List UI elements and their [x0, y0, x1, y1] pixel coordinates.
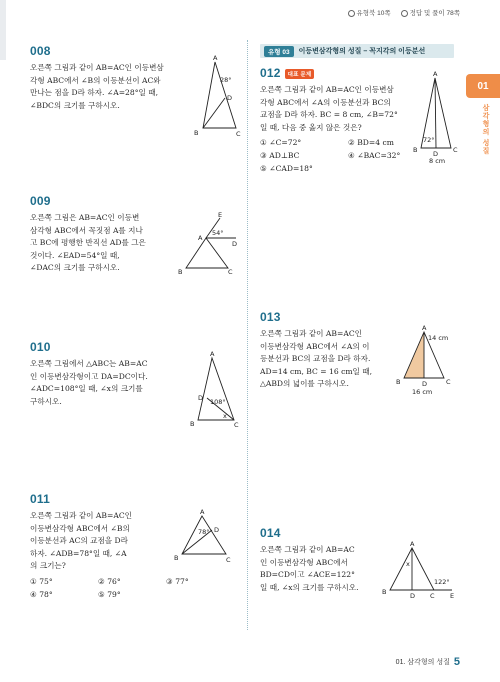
svg-text:A: A — [213, 54, 218, 62]
svg-text:B: B — [382, 588, 387, 596]
type-title: 이등변삼각형의 성질 – 꼭지각의 이등분선 — [298, 48, 426, 55]
svg-text:C: C — [446, 378, 451, 386]
svg-text:D: D — [227, 94, 233, 102]
svg-text:B: B — [174, 554, 179, 562]
choice-3[interactable]: ③ AD⊥BC — [260, 151, 300, 160]
problem-text: 오른쪽 그림과 같이 AB=AC인 이등변삼각형 ABC에서 ∠A의 이 등분선과 BC의 교점을 D라 하자. AD=14 cm, BC = 16 cm일 때, △ABD의 넓이를 구하시오. — [260, 329, 373, 388]
svg-text:B: B — [178, 268, 183, 276]
svg-text:122°: 122° — [434, 578, 450, 586]
problem-text: 오른쪽 그림에서 △ABC는 AB=AC 인 이등변삼각형이고 DA=DC이다. ∠ADC=108°일 때, ∠x의 크기를 구하시오. — [30, 359, 148, 406]
svg-text:E: E — [218, 211, 223, 219]
figure-010 — [190, 350, 245, 429]
choice-5[interactable]: ⑤ 79° — [98, 589, 121, 599]
answer-choices — [30, 575, 245, 601]
pencil-icon — [401, 10, 408, 17]
svg-text:B: B — [413, 146, 418, 154]
type-heading — [260, 44, 454, 58]
problem-text: 오른쪽 그림과 같이 AB=AC인 이등변삼 각형 ABC에서 ∠B의 이등분선이 AC와 만나는 점을 D라 하자. ∠A=28°일 때, ∠BDC의 크기를 구하시오. — [30, 63, 164, 110]
svg-text:54°: 54° — [212, 229, 224, 237]
svg-text:A: A — [210, 350, 215, 358]
choice-2[interactable]: ② BD=4 cm — [348, 138, 394, 147]
problem-number: 014 — [260, 526, 281, 540]
chapter-tab[interactable]: 01 — [466, 74, 500, 98]
problem-text: 오른쪽 그림과 같이 AB=AC 인 이등변삼각형 ABC에서 BD=CD이고 ∠ACE=122° 일 때, ∠x의 크기를 구하시오. — [260, 545, 359, 592]
svg-text:28°: 28° — [220, 76, 232, 84]
choice-1[interactable]: ① ∠C=72° — [260, 138, 302, 147]
svg-text:16 cm: 16 cm — [412, 388, 433, 396]
svg-text:E: E — [450, 592, 455, 600]
choice-3[interactable]: ③ 77° — [166, 576, 189, 586]
svg-text:D: D — [410, 592, 416, 600]
figure-008 — [190, 54, 245, 138]
problem-number: 013 — [260, 310, 281, 324]
svg-text:C: C — [430, 592, 435, 600]
chapter-label: 01. 삼각형의 성질 — [395, 659, 450, 666]
svg-text:C: C — [453, 146, 458, 154]
column-divider — [247, 40, 248, 630]
svg-text:D: D — [422, 380, 428, 388]
problem-number: 011 — [30, 492, 50, 506]
book-icon — [348, 10, 355, 17]
figure-012 — [415, 72, 465, 164]
svg-text:A: A — [198, 234, 203, 242]
svg-text:B: B — [190, 420, 195, 428]
problem-number: 012 대표 문제 — [260, 66, 460, 80]
svg-text:A: A — [433, 70, 438, 78]
svg-text:A: A — [422, 324, 427, 332]
problem-number: 008 — [30, 44, 51, 58]
svg-text:8 cm: 8 cm — [429, 157, 446, 165]
svg-text:C: C — [234, 421, 239, 429]
svg-text:72°: 72° — [423, 136, 435, 144]
type-tag: 유형 03 — [264, 46, 294, 57]
figure-013 — [396, 324, 462, 398]
svg-text:108°: 108° — [210, 398, 226, 406]
svg-text:B: B — [396, 378, 401, 386]
choice-1[interactable]: ① 75° — [30, 576, 53, 586]
chapter-title: 삼각형의 성질 — [482, 104, 489, 155]
choice-4[interactable]: ④ ∠BAC=32° — [348, 151, 401, 160]
svg-text:x: x — [223, 412, 227, 420]
svg-text:D: D — [198, 394, 204, 402]
svg-text:D: D — [433, 150, 439, 158]
answer-ref[interactable]: 정답 및 풀이 78쪽 — [401, 8, 460, 17]
page-number: 5 — [453, 656, 460, 668]
svg-text:A: A — [200, 508, 205, 516]
svg-text:D: D — [232, 240, 238, 248]
choice-5[interactable]: ⑤ ∠CAD=18° — [260, 164, 313, 173]
choice-4[interactable]: ④ 78° — [30, 589, 53, 599]
problem-text: 오른쪽 그림과 같이 AB=AC인 이등변삼각형 ABC에서 ∠B의 이등분선과 AC의 교점을 D라 하자. ∠ADB=78°일 때, ∠A 의 크기는? — [30, 511, 132, 570]
svg-text:C: C — [236, 130, 241, 138]
figure-009 — [178, 212, 243, 274]
figure-014 — [382, 540, 462, 600]
representative-badge: 대표 문제 — [285, 69, 315, 79]
textbook-ref[interactable]: 유형북 10쪽 — [348, 8, 391, 17]
page-header-links — [348, 8, 460, 17]
svg-text:A: A — [410, 540, 415, 548]
page-footer — [396, 656, 460, 668]
svg-text:D: D — [214, 526, 220, 534]
svg-text:C: C — [226, 556, 231, 564]
problem-number: 010 — [30, 340, 51, 354]
problem-text: 오른쪽 그림과 같이 AB=AC인 이등변삼 각형 ABC에서 ∠A의 이등분선과 BC의 교점을 D라 하자. BC = 8 cm, ∠B=72° 일 때, 다음 중 옳지 않은 것은? — [260, 85, 398, 132]
svg-text:14 cm: 14 cm — [428, 334, 449, 342]
problem-number: 009 — [30, 194, 51, 208]
choice-2[interactable]: ② 76° — [98, 576, 121, 586]
problem-text: 오른쪽 그림은 AB=AC인 이등변 삼각형 ABC에서 꼭짓점 A를 지나 고 BC에 평행한 반직선 AD를 그은 것이다. ∠EAD=54°일 때, ∠DAC의 크기를 구하시오. — [30, 213, 146, 272]
svg-text:78°: 78° — [198, 528, 210, 536]
svg-text:C: C — [228, 268, 233, 276]
figure-011 — [174, 508, 242, 570]
svg-text:B: B — [194, 129, 199, 137]
page-edge-strip — [0, 0, 6, 60]
svg-text:x: x — [406, 560, 410, 568]
